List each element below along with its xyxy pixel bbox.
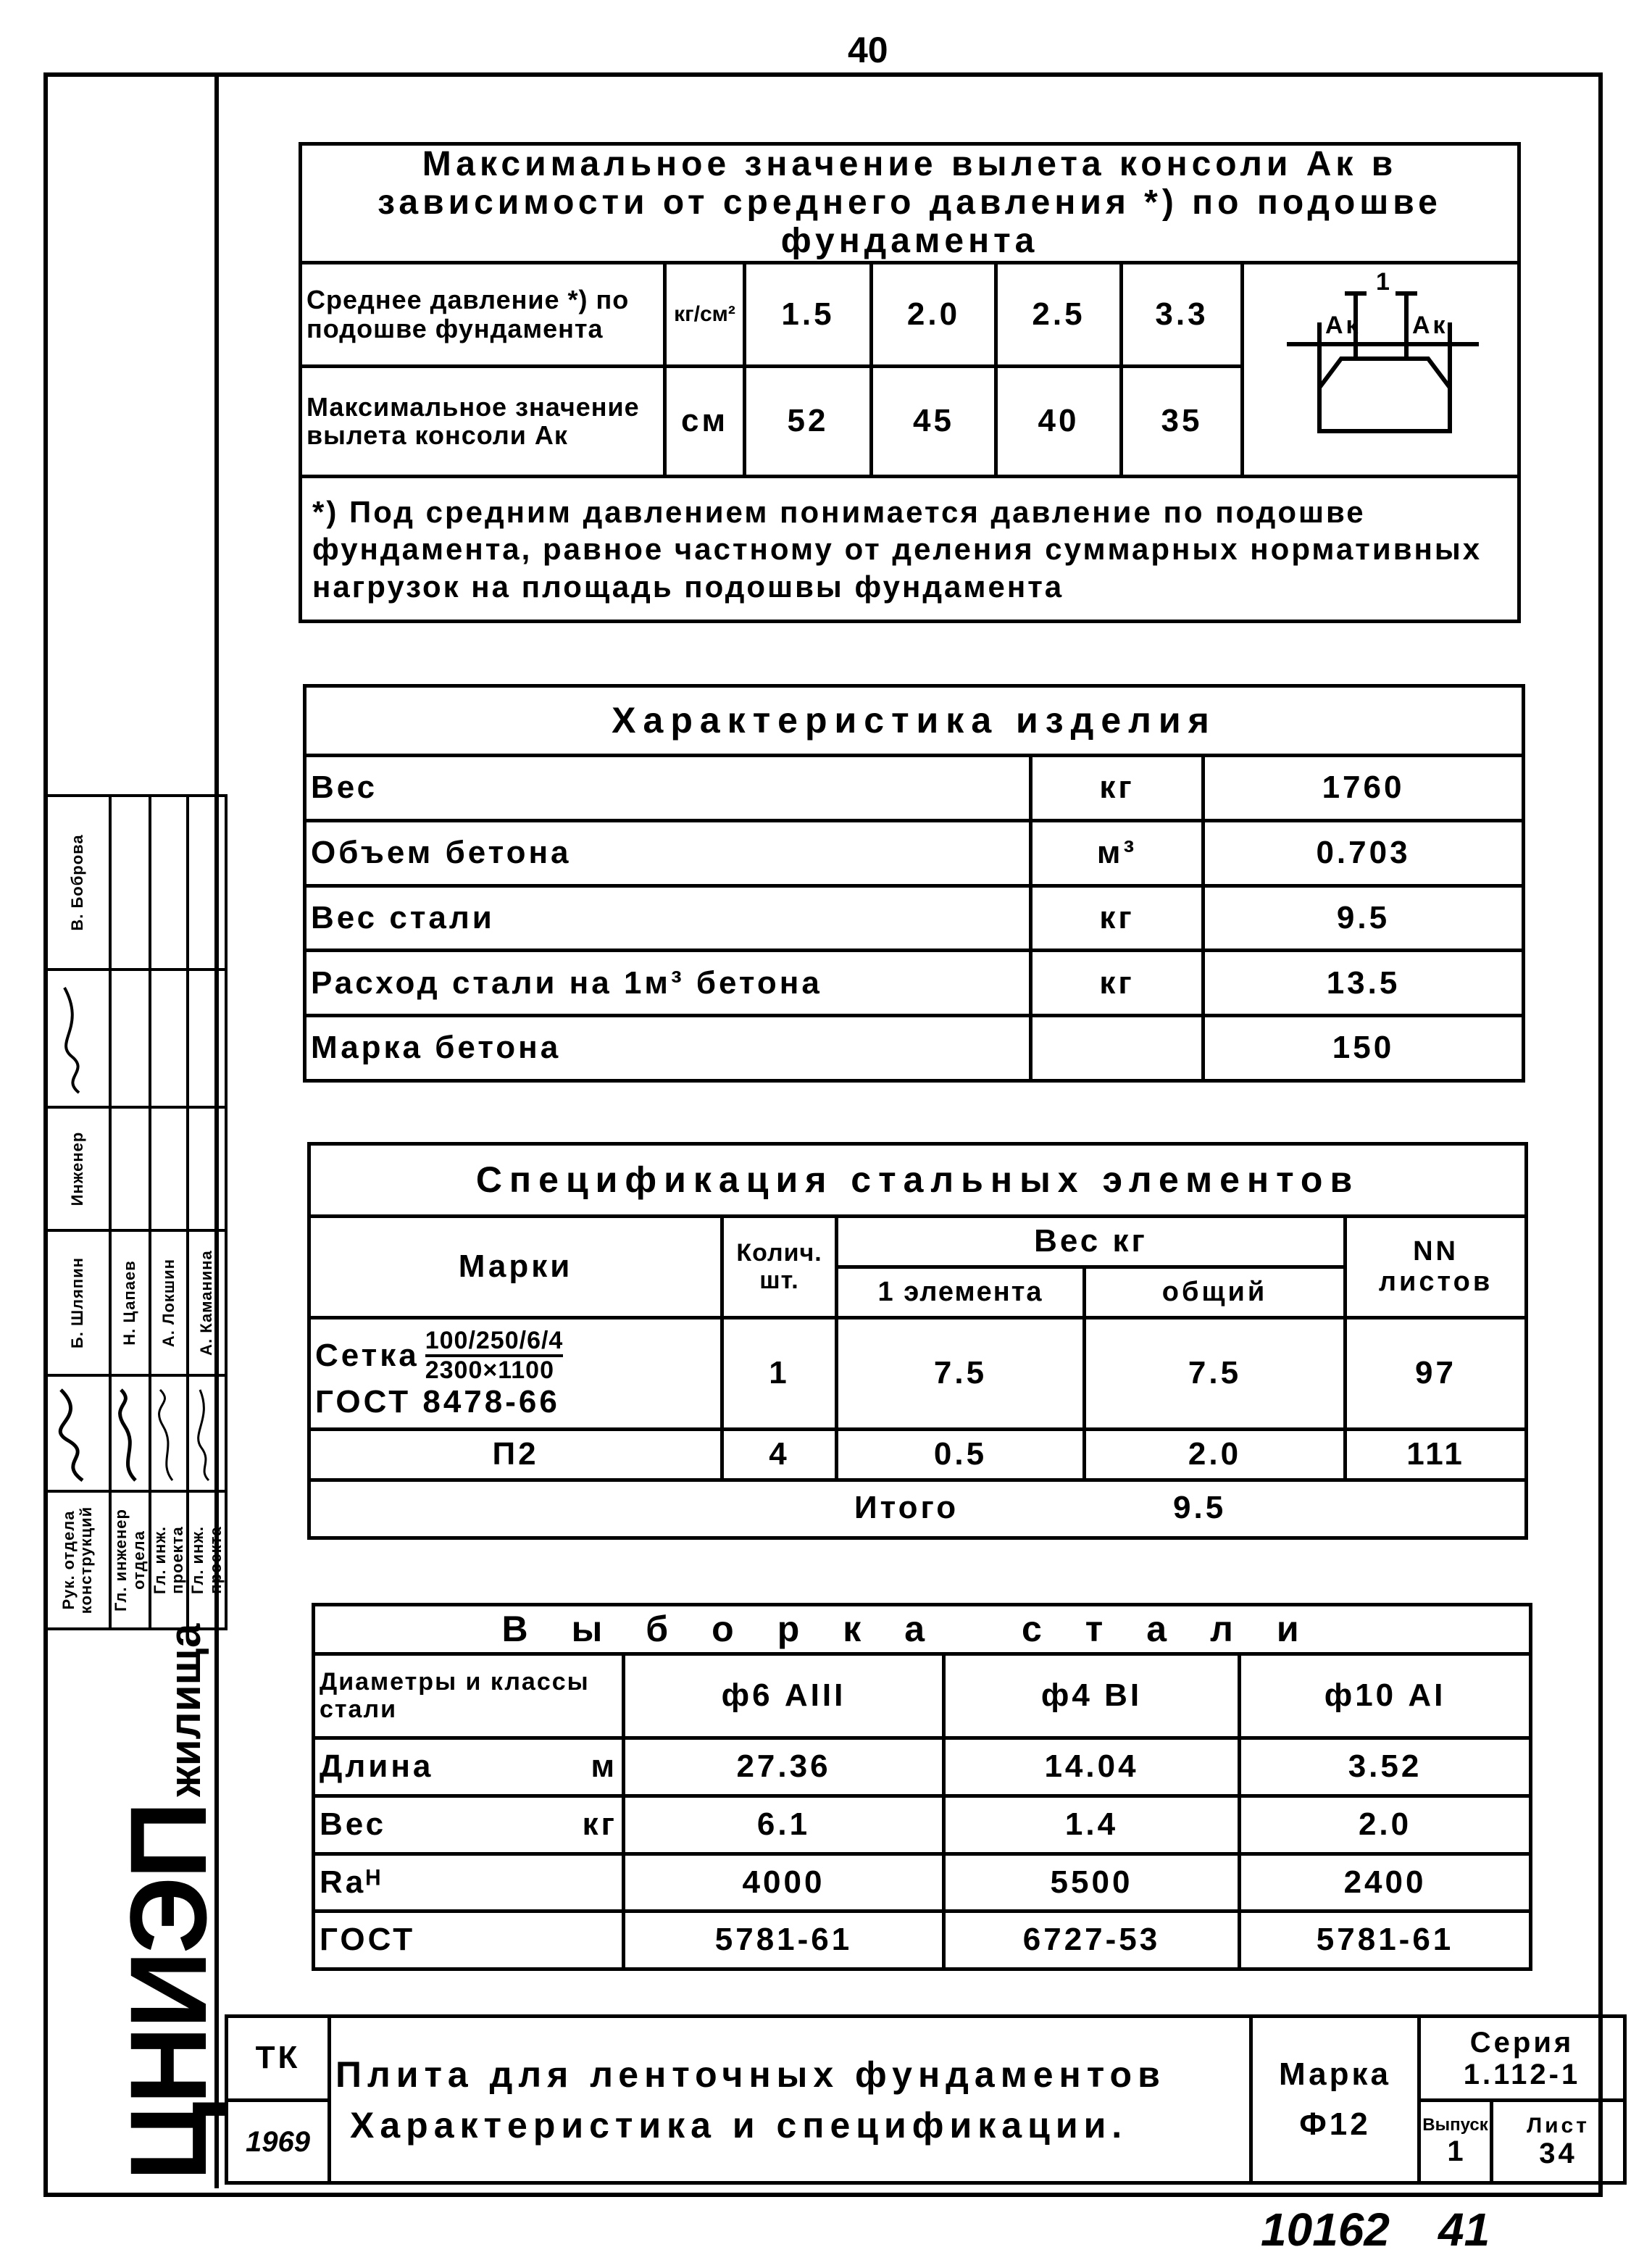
- signature: [110, 1375, 150, 1491]
- drawing-code: 10162: [1261, 2204, 1390, 2256]
- steel-column-header: ф6 АIII: [624, 1654, 944, 1738]
- signature-icon: [194, 1383, 216, 1484]
- stamp-engineer-name: В. Боброва: [45, 796, 110, 970]
- stamp-role: Гл. инж. проекта: [150, 1491, 188, 1629]
- diagram-label-top: 1: [1375, 268, 1393, 296]
- char-unit: кг: [1031, 756, 1203, 821]
- title-line-1: Плита для ленточных фундаментов: [335, 2054, 1166, 2095]
- spec-total-value: 9.5: [1173, 1490, 1227, 1525]
- stamp-name: Н. Цапаев: [110, 1230, 150, 1375]
- pressure-label: Среднее давление *) по подошве фундамента: [301, 263, 665, 367]
- console-value: 45: [872, 366, 996, 477]
- char-name: Расход стали на 1м³ бетона: [305, 951, 1031, 1016]
- steel-row-label: Длина м: [314, 1738, 624, 1796]
- spec-table: [307, 1142, 1528, 1540]
- char-name: Вес стали: [305, 885, 1031, 951]
- spec-title: Спецификация стальных элементов: [309, 1144, 1527, 1217]
- signature: [45, 1375, 110, 1491]
- spec-mark-cell: [309, 1318, 722, 1430]
- console-value: 40: [996, 366, 1122, 477]
- issue-value: 1: [1447, 2135, 1464, 2167]
- steel-value: 3.52: [1240, 1738, 1531, 1796]
- steel-value: 2400: [1240, 1854, 1531, 1911]
- spec-total-row: [309, 1480, 1527, 1538]
- steel-value: 4000: [624, 1854, 944, 1911]
- spec-sheet: 111: [1346, 1430, 1527, 1480]
- steel-row-label: Raᴴ: [314, 1854, 624, 1911]
- signature: [150, 1375, 188, 1491]
- spec-mark-denominator: 2300×1100: [425, 1356, 554, 1385]
- stamp-name: Б. Шляпин: [45, 1230, 110, 1375]
- pressure-value: 2.0: [872, 263, 996, 367]
- spec-header-sheets: NN листов: [1346, 1217, 1527, 1318]
- spec-weight-one: 0.5: [837, 1430, 1085, 1480]
- steel-value: 1.4: [944, 1796, 1240, 1854]
- spec-qty: 4: [722, 1430, 837, 1480]
- diagram-label-right: Ак: [1411, 312, 1448, 339]
- pressure-value: 2.5: [996, 263, 1122, 367]
- char-unit: [1031, 1016, 1203, 1081]
- steel-title: Выборка стали: [314, 1605, 1531, 1654]
- signature: [188, 1375, 225, 1491]
- spec-total-label: Итого: [854, 1490, 959, 1525]
- bottom-page-number: 41: [1438, 2204, 1490, 2256]
- characteristics-table: [303, 684, 1525, 1083]
- spec-sheet: 97: [1346, 1318, 1527, 1430]
- console-diagram: [1243, 263, 1519, 477]
- spec-mark-name: Сетка: [315, 1338, 420, 1374]
- spec-mark-numerator: 100/250/6/4: [425, 1327, 564, 1357]
- mark-cell: [1251, 2017, 1419, 2183]
- spec-qty: 1: [722, 1318, 837, 1430]
- console-label: Максимальное значение вылета консоли Ак: [301, 366, 665, 477]
- footnote: *) Под средним давлением понимается давление по подошве фундамента, равное частному от деления суммарных нормативных нагрузок на площадь подошвы фундамента: [301, 477, 1519, 622]
- title-block-title: [330, 2017, 1251, 2183]
- series-cell: [1419, 2017, 1625, 2101]
- console-table-title: Максимальное значение вылета консоли Ак в зависимости от среднего давления *) по подошве фундамента: [301, 144, 1519, 263]
- mark-label: Марка: [1278, 2056, 1392, 2093]
- series-value: 1.112-1: [1463, 2058, 1581, 2090]
- signature-icon: [54, 980, 97, 1096]
- spec-mark-standard: ГОСТ 8478-66: [315, 1383, 560, 1419]
- signature: [45, 970, 110, 1107]
- char-value: 9.5: [1203, 885, 1524, 951]
- stamp-name: А. Каманина: [188, 1230, 225, 1375]
- sheet-value: 34: [1539, 2138, 1577, 2169]
- signature-icon: [114, 1383, 143, 1484]
- char-unit: кг: [1031, 885, 1203, 951]
- org-main: ЦНИЭП: [107, 1804, 229, 2181]
- char-value: 1760: [1203, 756, 1524, 821]
- sheet-cell: [1492, 2101, 1625, 2183]
- console-section-icon: [1247, 264, 1515, 467]
- spec-header-weight-total: общий: [1085, 1267, 1346, 1318]
- spec-header-weight-one: 1 элемента: [837, 1267, 1085, 1318]
- char-unit: кг: [1031, 951, 1203, 1016]
- title-block-year: 1969: [227, 2101, 330, 2183]
- char-name: Марка бетона: [305, 1016, 1031, 1081]
- steel-row-label: Вес кг: [314, 1796, 624, 1854]
- side-stamp: [43, 797, 225, 1630]
- steel-column-header: ф4 ВI: [944, 1654, 1240, 1738]
- spec-header-marks: Марки: [309, 1217, 722, 1318]
- steel-value: 6727-53: [944, 1911, 1240, 1969]
- console-value: 35: [1122, 366, 1243, 477]
- stamp-name: А. Локшин: [150, 1230, 188, 1375]
- issue-cell: [1419, 2101, 1492, 2183]
- spec-header-qty: Колич. шт.: [722, 1217, 837, 1318]
- stamp-role: Гл. инженер отдела: [110, 1491, 150, 1629]
- steel-value: 5781-61: [624, 1911, 944, 1969]
- pressure-value: 1.5: [745, 263, 872, 367]
- stamp-role: Гл. инж. проекта: [188, 1491, 225, 1629]
- steel-value: 5781-61: [1240, 1911, 1531, 1969]
- spec-weight-one: 7.5: [837, 1318, 1085, 1430]
- spec-weight-total: 7.5: [1085, 1318, 1346, 1430]
- steel-table: [312, 1603, 1532, 1971]
- characteristics-title: Характеристика изделия: [305, 686, 1524, 756]
- series-label: Серия: [1469, 2026, 1574, 2059]
- char-value: 13.5: [1203, 951, 1524, 1016]
- steel-column-header: ф10 АI: [1240, 1654, 1531, 1738]
- steel-value: 6.1: [624, 1796, 944, 1854]
- mark-value: Ф12: [1299, 2106, 1371, 2142]
- issue-label: Выпуск: [1422, 2115, 1488, 2135]
- spec-header-weight: Вес кг: [837, 1217, 1346, 1267]
- title-block-tk: ТК: [227, 2017, 330, 2101]
- char-value: 0.703: [1203, 820, 1524, 885]
- title-block: [225, 2014, 1627, 2185]
- char-value: 150: [1203, 1016, 1524, 1081]
- page-number: 40: [848, 30, 888, 70]
- console-value: 52: [745, 366, 872, 477]
- title-line-2: Характеристика и спецификации.: [350, 2104, 1128, 2146]
- signature-icon: [154, 1383, 180, 1484]
- stamp-engineer-label: Инженер: [45, 1107, 110, 1230]
- pressure-value: 3.3: [1122, 263, 1243, 367]
- org-sub: жилища: [161, 1623, 209, 1797]
- steel-value: 2.0: [1240, 1796, 1531, 1854]
- steel-value: 5500: [944, 1854, 1240, 1911]
- spec-mark-name: П2: [309, 1430, 722, 1480]
- steel-header-label: Диаметры и классы стали: [314, 1654, 624, 1738]
- char-name: Объем бетона: [305, 820, 1031, 885]
- stamp-role: Рук. отдела конструкций: [45, 1491, 110, 1629]
- signature-icon: [54, 1383, 97, 1484]
- char-unit: м³: [1031, 820, 1203, 885]
- steel-value: 14.04: [944, 1738, 1240, 1796]
- spec-weight-total: 2.0: [1085, 1430, 1346, 1480]
- diagram-label-left: Ак: [1324, 312, 1361, 339]
- sheet-label: Лист: [1527, 2114, 1590, 2138]
- pressure-unit: кг/см²: [665, 263, 745, 367]
- console-table: [299, 142, 1521, 623]
- steel-row-label: ГОСТ: [314, 1911, 624, 1969]
- organization-logo: [43, 1623, 229, 2181]
- steel-value: 27.36: [624, 1738, 944, 1796]
- console-unit: см: [665, 366, 745, 477]
- char-name: Вес: [305, 756, 1031, 821]
